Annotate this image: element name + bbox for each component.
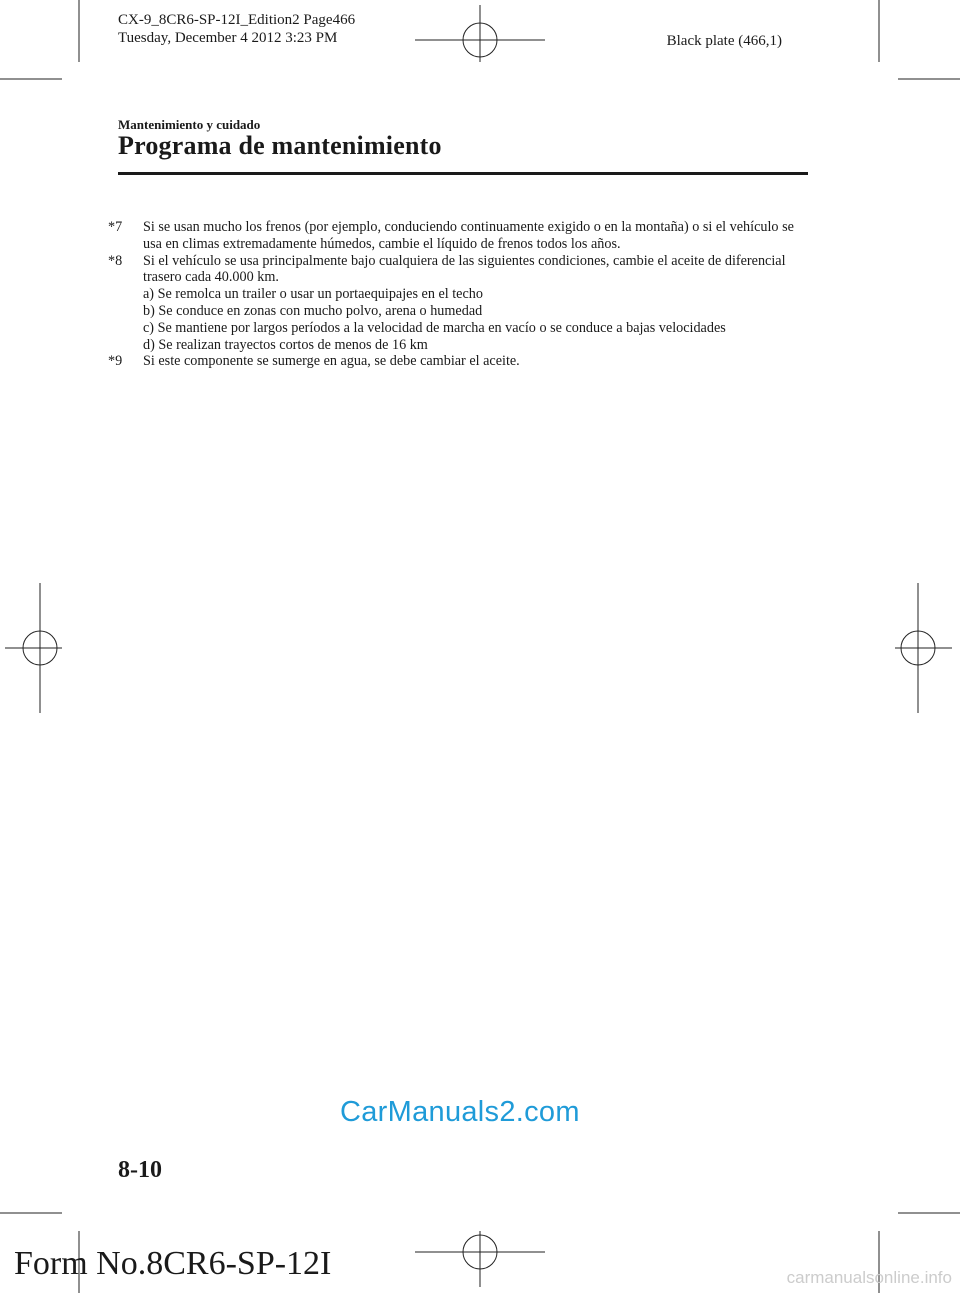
footnote-mark: *7 (108, 219, 123, 235)
site-watermark: carmanualsonline.info (786, 1268, 952, 1287)
registration-mark-left (5, 583, 62, 713)
footnote-text: Si este componente se sumerge en agua, se debe cambiar el aceite. (143, 353, 520, 370)
watermark: CarManuals2.com (340, 1096, 580, 1128)
footnote-mark: *9 (108, 353, 123, 370)
footnote-mark: *8 (108, 252, 123, 269)
section-label: Mantenimiento y cuidado (118, 117, 261, 132)
plate-label: Black plate (466,1) (666, 33, 782, 49)
print-info (118, 11, 355, 47)
list-item: b) Se conduce en zonas con mucho polvo, arena o humedad (143, 302, 483, 319)
form-number: Form No.8CR6-SP-12I (14, 1245, 332, 1282)
footnote-8 (108, 253, 808, 354)
footnote-7 (108, 219, 808, 253)
footnotes (108, 219, 808, 370)
print-info-file: CX-9_8CR6-SP-12I_Edition2 Page466 (118, 12, 356, 28)
list-item: c) Se mantiene por largos períodos a la velocidad de marcha en vacío o se conduce a bajas velocidades (143, 319, 726, 336)
registration-mark-right (895, 583, 952, 713)
page-number: 8-10 (118, 1157, 162, 1183)
footnote-text: Si se usan mucho los frenos (por ejemplo, conduciendo continuamente exigido o en la montaña) o si el vehículo se usa en climas extremadamente húmedos, cambie el líquido de frenos todos los años. (143, 219, 794, 252)
registration-mark-bottom (415, 1231, 545, 1287)
footnote-9 (108, 353, 808, 370)
footnote-text: Si el vehículo se usa principalmente bajo cualquiera de las siguientes condiciones, cambie el aceite de diferencial trasero cada 40.000 km. (143, 252, 786, 286)
list-item: d) Se realizan trayectos cortos de menos de 16 km (143, 336, 428, 353)
print-info-date: Tuesday, December 4 2012 3:23 PM (118, 30, 338, 46)
title-rule (118, 172, 808, 175)
page-title: Programa de mantenimiento (118, 131, 442, 160)
registration-mark-top (415, 5, 545, 62)
list-item: a) Se remolca un trailer o usar un portaequipajes en el techo (143, 286, 483, 303)
condition-list (143, 286, 808, 353)
